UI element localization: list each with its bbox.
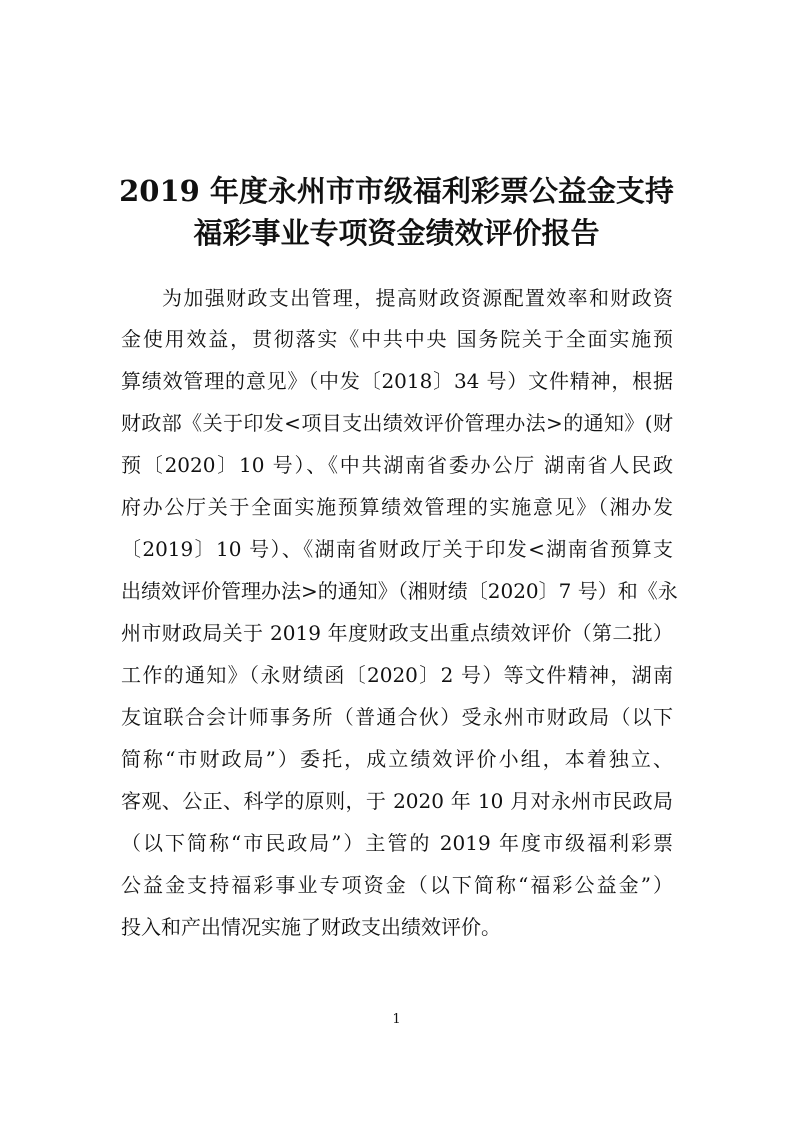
page-number: 1 (392, 1012, 401, 1027)
body-text-line-10: 工作的通知》（永财绩函〔2020〕2 号）等文件精神，湖南 (121, 663, 673, 687)
body-text-line-6: 府办公厅关于全面实施预算绩效管理的实施意见》（湘办发 (121, 495, 673, 519)
body-text-line-11: 友谊联合会计师事务所（普通合伙）受永州市财政局（以下 (121, 705, 673, 729)
body-text-line-14: （以下简称“市民政局”）主管的 2019 年度市级福利彩票 (121, 831, 673, 855)
body-text-line-5: 预〔2020〕10 号）、《中共湖南省委办公厅 湖南省人民政 (121, 453, 673, 477)
body-text-line-8: 出绩效评价管理办法>的通知》（湘财绩〔2020〕7 号）和《永 (121, 579, 678, 603)
body-text-line-9: 州市财政局关于 2019 年度财政支出重点绩效评价（第二批） (121, 621, 673, 645)
body-text-line-7: 〔2019〕10 号）、《湖南省财政厅关于印发<湖南省预算支 (121, 537, 673, 561)
body-text-line-2: 金使用效益，贯彻落实《中共中央 国务院关于全面实施预 (121, 327, 673, 351)
body-text-line-3: 算绩效管理的意见》（中发〔2018〕34 号）文件精神，根据 (121, 369, 673, 393)
body-text-line-16: 投入和产出情况实施了财政支出绩效评价。 (121, 915, 501, 939)
body-text-line-1: 为加强财政支出管理，提高财政资源配置效率和财政资 (162, 286, 673, 310)
document-title-line-1: 2019 年度永州市市级福利彩票公益金支持 (119, 174, 674, 208)
body-text-line-12: 简称“市财政局”）委托，成立绩效评价小组，本着独立、 (121, 747, 673, 771)
document-title-line-2: 福彩事业专项资金绩效评价报告 (193, 216, 600, 250)
body-text-line-13: 客观、公正、科学的原则，于 2020 年 10 月对永州市民政局 (121, 789, 673, 813)
body-text-line-4: 财政部《关于印发<项目支出绩效评价管理办法>的通知》(财 (121, 411, 673, 435)
body-text-line-15: 公益金支持福彩事业专项资金（以下简称“福彩公益金”） (121, 873, 673, 897)
